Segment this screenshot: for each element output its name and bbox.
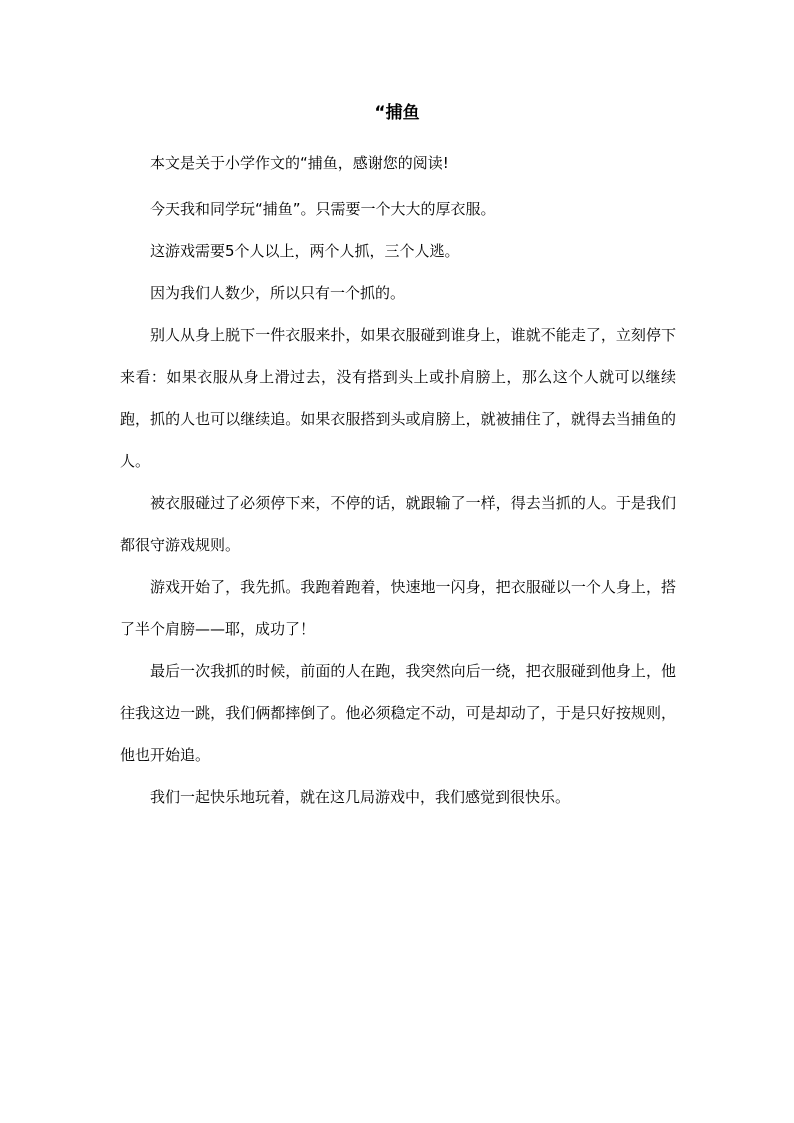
body-paragraph: 最后一次我抓的时候，前面的人在跑，我突然向后一绕，把衣服碰到他身上，他往我这边一跳，我们俩都摔倒了。他必须稳定不动，可是却动了，于是只好按规则，他也开始追。 <box>120 662 676 764</box>
body-paragraph: 因为我们人数少，所以只有一个抓的。 <box>150 284 406 302</box>
body-paragraph: 这游戏需要5个人以上，两个人抓，三个人逃。 <box>150 242 460 260</box>
body-paragraph: 被衣服碰过了必须停下来，不停的话，就跟输了一样，得去当抓的人。于是我们都很守游戏规则。 <box>120 494 676 554</box>
body-paragraph: 今天我和同学玩“捕鱼”。只需要一个大大的厚衣服。 <box>150 200 496 218</box>
document-title: “捕鱼 <box>374 103 420 123</box>
intro-paragraph: 本文是关于小学作文的“捕鱼，感谢您的阅读! <box>150 154 449 172</box>
body-paragraph: 我们一起快乐地玩着，就在这几局游戏中，我们感觉到很快乐。 <box>150 788 571 806</box>
body-paragraph: 别人从身上脱下一件衣服来扑，如果衣服碰到谁身上，谁就不能走了，立刻停下来看：如果衣服从身上滑过去，没有搭到头上或扑肩膀上，那么这个人就可以继续跑，抓的人也可以继续追。如果衣服搭到头或肩膀上，就被捕住了，就得去当捕鱼的人。 <box>120 326 676 470</box>
body-paragraph: 游戏开始了，我先抓。我跑着跑着，快速地一闪身，把衣服碰以一个人身上，搭了半个肩膀——耶，成功了！ <box>120 578 676 638</box>
